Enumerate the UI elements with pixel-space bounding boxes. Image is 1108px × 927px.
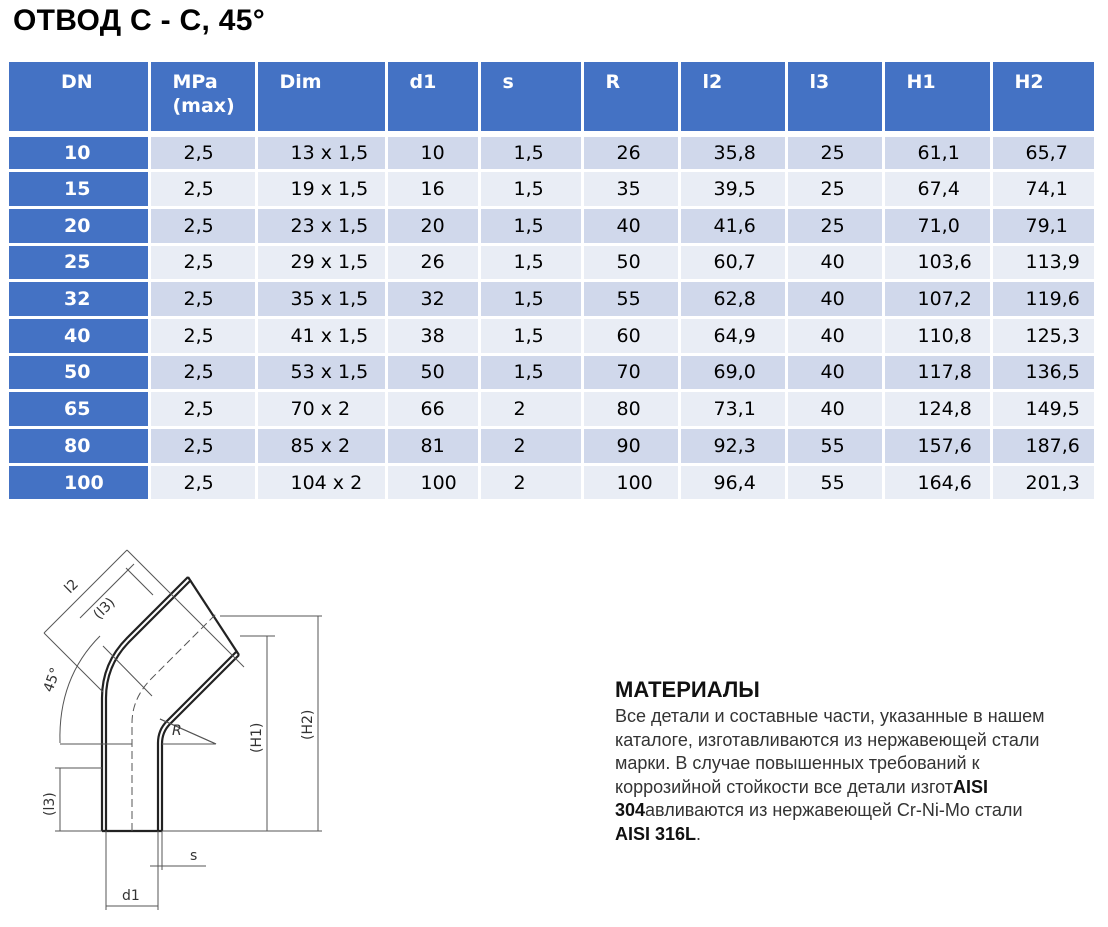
table-cell: 40 [786,391,883,428]
table-cell: 2,5 [149,428,256,465]
column-header: d1 [386,62,479,134]
table-cell: 50 [582,244,679,281]
table-cell: 60,7 [679,244,786,281]
table-cell: 85 x 2 [256,428,386,465]
column-header: s [479,62,582,134]
column-header: R [582,62,679,134]
dn-cell: 65 [9,391,149,428]
table-cell: 35 x 1,5 [256,281,386,318]
table-cell: 96,4 [679,464,786,501]
table-cell: 35 [582,171,679,208]
table-cell: 136,5 [991,354,1095,391]
label-r: R [172,723,182,739]
table-cell: 40 [786,354,883,391]
column-header: Dim [256,62,386,134]
table-cell: 29 x 1,5 [256,244,386,281]
table-cell: 2,5 [149,354,256,391]
table-cell: 55 [786,428,883,465]
table-cell: 119,6 [991,281,1095,318]
table-cell: 2,5 [149,207,256,244]
table-cell: 2,5 [149,281,256,318]
table-row [9,244,1095,281]
table-cell: 73,1 [679,391,786,428]
column-header: H1 [883,62,991,134]
page-title: ОТВОД С - С, 45° [13,4,266,37]
table-cell: 113,9 [991,244,1095,281]
table-row [9,464,1095,501]
table-cell: 69,0 [679,354,786,391]
dn-cell: 10 [9,134,149,171]
table-cell: 40 [786,244,883,281]
table-cell: 35,8 [679,134,786,171]
table-cell: 70 [582,354,679,391]
table-cell: 40 [786,281,883,318]
dn-cell: 40 [9,317,149,354]
table-cell: 100 [386,464,479,501]
table-cell: 19 x 1,5 [256,171,386,208]
table-cell: 26 [582,134,679,171]
table-cell: 2 [479,391,582,428]
materials-heading: МАТЕРИАЛЫ [615,677,760,702]
table-cell: 2 [479,428,582,465]
table-cell: 1,5 [479,207,582,244]
table-cell: 13 x 1,5 [256,134,386,171]
table-cell: 157,6 [883,428,991,465]
table-row [9,207,1095,244]
table-cell: 201,3 [991,464,1095,501]
table-cell: 25 [786,207,883,244]
table-row [9,317,1095,354]
dn-cell: 80 [9,428,149,465]
spec-table [9,62,1097,502]
table-cell: 20 [386,207,479,244]
materials-text [615,705,1055,846]
table-cell: 2,5 [149,171,256,208]
table-cell: 1,5 [479,281,582,318]
table-cell: 38 [386,317,479,354]
table-cell: 41,6 [679,207,786,244]
dn-cell: 32 [9,281,149,318]
table-cell: 1,5 [479,134,582,171]
column-header: DN [9,62,149,134]
table-cell: 40 [786,317,883,354]
table-row [9,134,1095,171]
column-header: l3 [786,62,883,134]
table-cell: 1,5 [479,317,582,354]
table-cell: 23 x 1,5 [256,207,386,244]
materials-text-part: Все детали и составные части, указанные в нашем каталоге, изготавливаются из нержавеющей стали марки. В случае повышенных требований к коррозийной стойкости все детали изгот [615,706,1045,797]
dn-cell: 15 [9,171,149,208]
table-cell: 107,2 [883,281,991,318]
label-angle: 45° [40,665,65,695]
materials-grade-304: AISI 304 [615,776,989,820]
table-cell: 2,5 [149,244,256,281]
table-cell: 61,1 [883,134,991,171]
table-cell: 64,9 [679,317,786,354]
table-header-row [9,62,1095,134]
table-cell: 16 [386,171,479,208]
table-cell: 55 [582,281,679,318]
table-row [9,428,1095,465]
table-cell: 53 x 1,5 [256,354,386,391]
table-cell: 187,6 [991,428,1095,465]
table-cell: 2,5 [149,317,256,354]
table-cell: 65,7 [991,134,1095,171]
dn-cell: 50 [9,354,149,391]
dn-cell: 20 [9,207,149,244]
table-cell: 100 [582,464,679,501]
table-cell: 2 [479,464,582,501]
elbow-technical-drawing [30,548,330,918]
table-cell: 66 [386,391,479,428]
table-cell: 79,1 [991,207,1095,244]
table-cell: 50 [386,354,479,391]
label-h1: (H1) [249,722,265,753]
table-cell: 74,1 [991,171,1095,208]
column-header: H2 [991,62,1095,134]
table-cell: 1,5 [479,244,582,281]
table-cell: 117,8 [883,354,991,391]
table-cell: 39,5 [679,171,786,208]
table-row [9,391,1095,428]
table-cell: 71,0 [883,207,991,244]
column-header: l2 [679,62,786,134]
table-cell: 67,4 [883,171,991,208]
table-cell: 2,5 [149,391,256,428]
table-row [9,171,1095,208]
table-cell: 90 [582,428,679,465]
label-h2: (H2) [300,709,316,740]
table-cell: 1,5 [479,171,582,208]
table-cell: 41 x 1,5 [256,317,386,354]
materials-section [615,677,1055,846]
table-cell: 81 [386,428,479,465]
table-cell: 32 [386,281,479,318]
table-cell: 55 [786,464,883,501]
table-cell: 26 [386,244,479,281]
table-cell: 40 [582,207,679,244]
table-cell: 164,6 [883,464,991,501]
table-body [9,134,1095,501]
materials-grade-316l: AISI 316L [615,823,697,844]
table-cell: 60 [582,317,679,354]
table-cell: 2,5 [149,464,256,501]
table-cell: 149,5 [991,391,1095,428]
label-l3-left: (l3) [42,792,58,816]
table-cell: 103,6 [883,244,991,281]
table-cell: 25 [786,134,883,171]
dn-cell: 25 [9,244,149,281]
table-cell: 92,3 [679,428,786,465]
column-header: MPa (max) [149,62,256,134]
table-cell: 25 [786,171,883,208]
label-l2: l2 [61,576,82,597]
table-cell: 125,3 [991,317,1095,354]
label-d1: d1 [122,888,140,904]
table-cell: 10 [386,134,479,171]
table-cell: 1,5 [479,354,582,391]
table-cell: 80 [582,391,679,428]
table-cell: 124,8 [883,391,991,428]
table-cell: 110,8 [883,317,991,354]
dn-cell: 100 [9,464,149,501]
materials-text-part: авливаются из нержавеющей Cr-Ni-Mo стали [645,800,1023,820]
label-l3-top: (l3) [90,594,119,623]
table-cell: 70 x 2 [256,391,386,428]
table-cell: 104 x 2 [256,464,386,501]
table-cell: 62,8 [679,281,786,318]
table-cell: 2,5 [149,134,256,171]
table-row [9,354,1095,391]
materials-text-part: . [696,823,702,844]
table-row [9,281,1095,318]
label-s: s [190,848,198,864]
